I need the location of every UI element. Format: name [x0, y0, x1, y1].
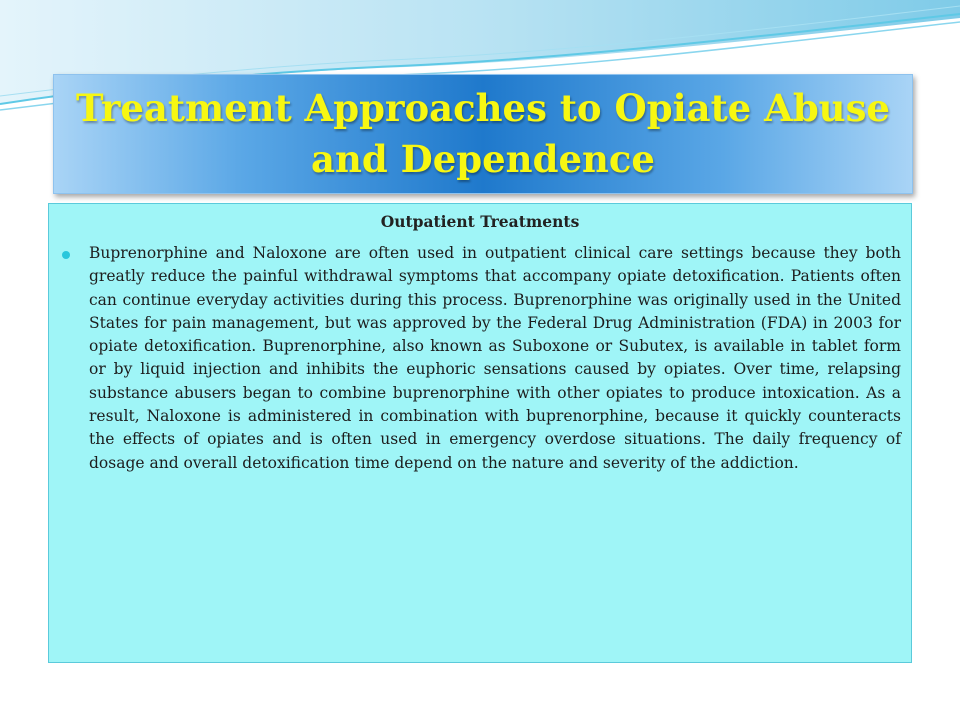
bullet-text: Buprenorphine and Naloxone are often used in outpatient clinical care settings because they both greatly reduce the painful withdrawal symptoms that accompany opiate detoxification. Patients often can continue everyday activities during this process. Buprenorphine was originally used in the United States for pain management, but was approved by the Federal Drug Administration (FDA) in 2003 for opiate detoxification. Buprenorphine, also known as Suboxone or Subutex, is available in tablet form or by liquid injection and inhibits the euphoric sensations caused by opiates. Over time, relapsing substance abusers began to combine buprenorphine with other opiates to produce intoxication. As a result, Naloxone is administered in combination with buprenorphine, because it quickly counteracts the effects of opiates and is often used in emergency overdose situations. The daily frequency of dosage and overall detoxification time depend on the nature and severity of the addiction.: [89, 244, 901, 472]
section-heading: Outpatient Treatments: [380, 212, 580, 231]
title-banner: [53, 74, 913, 194]
slide-title: Treatment Approaches to Opiate Abuse and Dependence: [76, 86, 890, 181]
content-panel: [48, 203, 912, 663]
bullet-icon: [62, 251, 70, 259]
